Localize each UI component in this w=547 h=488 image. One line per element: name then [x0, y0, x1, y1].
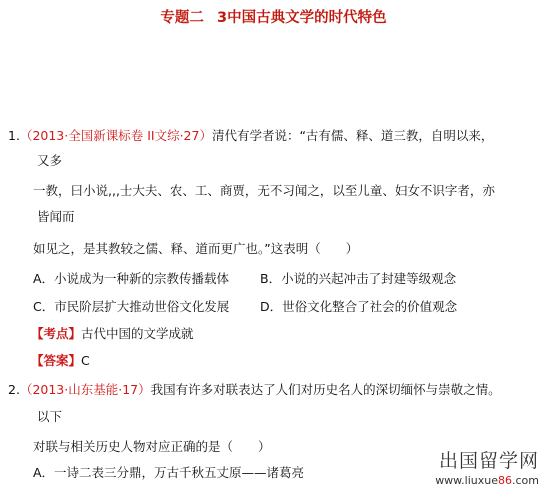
q1-line3: 一教，曰小说,,,士大夫、农、工、商贾，无不习闻之，以至儿童、妇女不识字者，亦 [33, 183, 495, 198]
watermark-logo [435, 446, 539, 487]
q1-line1: 清代有学者说：“古有儒、释、道三教，自明以来， [211, 128, 494, 143]
topic-label: 专题二 [160, 10, 204, 26]
watermark-url-prefix: www.liuxue [435, 474, 498, 487]
kaodian-label: 【考点】 [31, 326, 82, 341]
answer-text: C [81, 353, 90, 368]
answer-label: 【答案】 [31, 353, 82, 368]
q1-source: （2013·全国新课标卷 II文综·27） [19, 128, 212, 143]
document-title [0, 6, 547, 27]
q1-option-a: A．小说成为一种新的宗教传播载体 [33, 271, 230, 286]
q1-number: 1. [8, 128, 20, 143]
q1-option-c: C．市民阶层扩大推动世俗文化发展 [33, 299, 230, 314]
q1-line2: 又多 [37, 153, 63, 168]
q1-option-b: B．小说的兴起冲击了封建等级观念 [260, 271, 457, 286]
q1-line4: 皆闻而 [37, 209, 75, 224]
q2-option-a: A．一诗二表三分鼎，万古千秋五丈原——诸葛亮 [33, 465, 305, 480]
q2-first-line [8, 380, 501, 398]
kaodian-text: 古代中国的文学成就 [81, 326, 194, 341]
q1-answer [31, 351, 90, 369]
q2-source: （2013·山东基能·17） [19, 382, 151, 397]
q2-line2: 以下 [37, 409, 63, 424]
q1-kaodian [31, 324, 194, 342]
q1-line5: 如见之，是其教较之儒、释、道而更广也。”这表明（ ） [33, 241, 359, 256]
q2-line3: 对联与相关历史人物对应正确的是（ ） [33, 439, 271, 454]
watermark-main: 出国留学网 [438, 450, 539, 472]
q1-first-line [8, 126, 493, 144]
q2-number: 2. [8, 382, 20, 397]
watermark-url [435, 474, 539, 487]
q1-option-d: D．世俗文化整合了社会的价值观念 [260, 299, 458, 314]
title-text: 3中国古典文学的时代特色 [216, 10, 387, 26]
watermark-url-accent: 86 [498, 474, 512, 487]
q2-line1: 我国有许多对联表达了人们对历史名人的深切缅怀与崇敬之情。 [150, 382, 501, 397]
watermark-url-suffix: .com [512, 474, 539, 487]
